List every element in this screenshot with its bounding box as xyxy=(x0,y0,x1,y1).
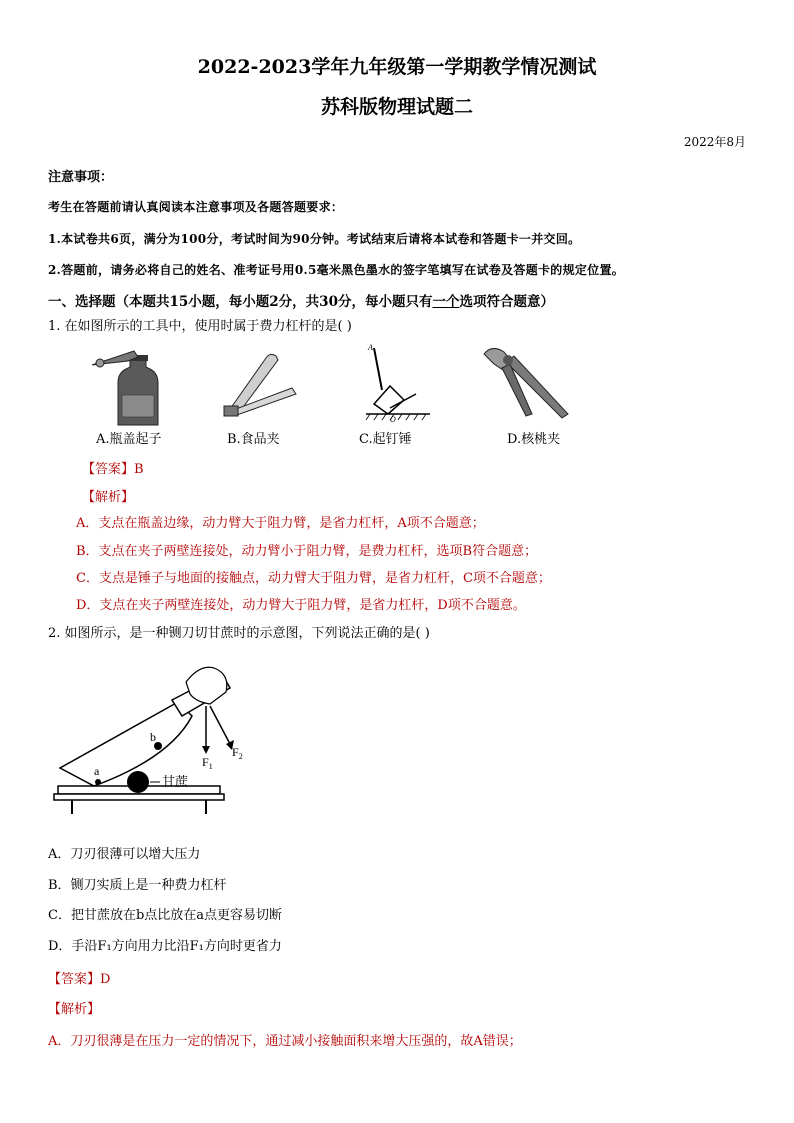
claw-hammer-label-a: A xyxy=(368,343,373,352)
bottle-opener-figure xyxy=(88,345,168,425)
q1-answer xyxy=(82,458,144,477)
nutcracker-figure xyxy=(478,342,574,422)
claw-hammer-figure xyxy=(360,342,434,422)
q2-analysis-label: 【解析】 xyxy=(48,1002,101,1017)
q2-option-a: A．刀刃很薄可以增大压力 xyxy=(48,847,201,862)
q1-answer-label: 【答案】 xyxy=(82,462,135,477)
question-2-stem: 2. 如图所示，是一种铡刀切甘蔗时的示意图，下列说法正确的是( ) xyxy=(48,626,430,641)
force-f2-letter: F xyxy=(232,745,239,759)
sugarcane-label: 甘蔗 xyxy=(162,775,189,790)
question-1-stem: 1. 在如图所示的工具中，使用时属于费力杠杆的是( ) xyxy=(48,319,352,334)
option-d-caption: D.核桃夹 xyxy=(507,432,561,447)
q2-answer-value: D xyxy=(100,972,111,987)
q2-answer-label: 【答案】 xyxy=(48,972,101,987)
force-f2-label xyxy=(232,745,243,761)
exam-date: 2022年8月 xyxy=(683,135,746,149)
section-title xyxy=(48,290,554,310)
hay-cutter-figure xyxy=(50,658,243,826)
point-a-label: a xyxy=(94,764,100,778)
force-f1-letter: F xyxy=(202,755,209,769)
claw-hammer-label-o: O xyxy=(390,415,396,424)
q1-analysis-line-4: D．支点在夹子两壁连接处，动力臂大于阻力臂，是省力杠杆，D项不合题意。 xyxy=(76,598,526,613)
q2-analysis-line-1: A．刀刃很薄是在压力一定的情况下，通过减小接触面积来增大压强的，故A错误； xyxy=(48,1034,522,1049)
notice-line-1: 考生在答题前请认真阅读本注意事项及各题答题要求： xyxy=(48,200,344,214)
section-title-part2: 选项符合题意） xyxy=(459,294,554,310)
force-f1-subscript: 1 xyxy=(208,762,213,771)
point-b-label: b xyxy=(150,730,156,744)
section-title-part1: 一、选择题（本题共15小题，每小题2分，共30分，每小题只有 xyxy=(48,294,433,310)
q2-option-d: D．手沿F₁方向用力比沿F₁方向时更省力 xyxy=(48,939,282,954)
q2-option-b: B．铡刀实质上是一种费力杠杆 xyxy=(48,878,227,893)
q1-analysis-line-1: A．支点在瓶盖边缘，动力臂大于阻力臂，是省力杠杆，A项不合题意； xyxy=(76,516,485,531)
option-b-caption: B.食品夹 xyxy=(227,432,280,447)
option-c-caption: C.起钉锤 xyxy=(359,432,412,447)
q2-answer xyxy=(48,968,110,987)
q1-analysis-line-2: B．支点在夹子两壁连接处，动力臂小于阻力臂，是费力杠杆，选项B符合题意； xyxy=(76,544,538,559)
force-f2-subscript: 2 xyxy=(238,752,243,761)
page-subtitle: 苏科版物理试题二 xyxy=(320,96,473,118)
notice-line-3: 2.答题前，请务必将自己的姓名、准考证号用0.5毫米黑色墨水的签字笔填写在试卷及答题卡的规定位置。 xyxy=(48,263,625,277)
notice-heading: 注意事项： xyxy=(48,170,114,185)
q1-analysis-label: 【解析】 xyxy=(82,490,135,505)
section-title-underlined: 一个 xyxy=(432,294,460,310)
page-title: 2022-2023学年九年级第一学期教学情况测试 xyxy=(197,56,597,78)
q1-analysis-line-3: C．支点是锤子与地面的接触点，动力臂大于阻力臂，是省力杠杆，C项不合题意； xyxy=(76,571,551,586)
q1-answer-value: B xyxy=(134,462,144,477)
option-a-caption: A.瓶盖起子 xyxy=(96,432,162,447)
food-tongs-figure xyxy=(222,348,302,418)
q2-option-c: C．把甘蔗放在b点比放在a点更容易切断 xyxy=(48,908,283,923)
force-f1-label xyxy=(202,755,213,771)
notice-line-2: 1.本试卷共6页，满分为100分，考试时间为90分钟。考试结束后请将本试卷和答题卡一并交回。 xyxy=(48,232,581,246)
